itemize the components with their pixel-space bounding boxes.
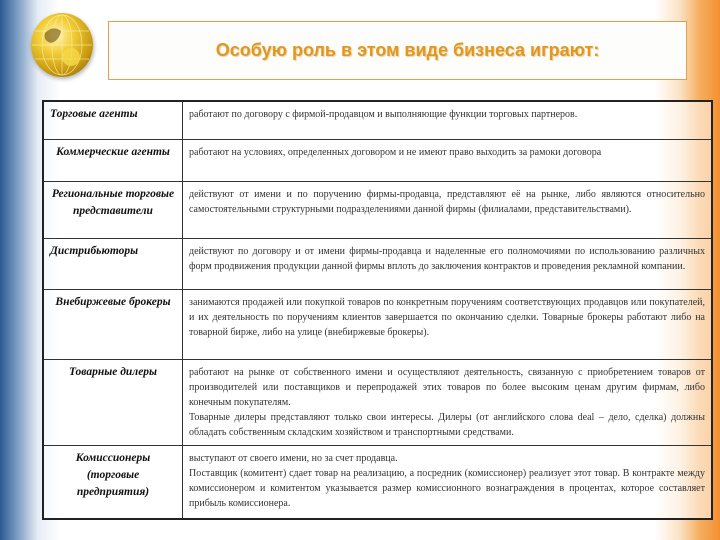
term-cell: Комиссионеры (торговые предприятия): [43, 445, 183, 519]
term-cell: Торговые агенты: [43, 101, 183, 139]
term-cell: Внебиржевые брокеры: [43, 289, 183, 359]
table-row: [43, 359, 712, 445]
term-cell: Региональные торговые представители: [43, 181, 183, 238]
table-row: [43, 101, 712, 139]
globe-logo-icon: [31, 13, 93, 77]
term-cell: Товарные дилеры: [43, 359, 183, 445]
term-cell: Дистрибьюторы: [43, 238, 183, 289]
description-text: работают на условиях, определенных договором и не имеют право выходить за рамоки договора: [189, 146, 602, 158]
table-row: [43, 289, 712, 359]
description-cell: [183, 445, 713, 519]
table-row: [43, 139, 712, 181]
description-text: действуют от имени и по поручению фирмы-продавца, представляют её на рынке, либо являются относительно самостоятельными структурными подразделениями данной фирмы (филиалами, представительствами).: [189, 188, 705, 215]
description-text: Товарные дилеры представляют только свои интересы. Дилеры (от английского слова deal – дело, сделка) должны обладать собственным складским хозяйством и транспортными средствами.: [189, 411, 705, 438]
slide-title: Особую роль в этом виде бизнеса играют:: [215, 40, 600, 60]
description-cell: [183, 238, 713, 289]
description-text: занимаются продажей или покупкой товаров по конкретным поручениям соответствующих продавцов или покупателей, и их деятельность по поручениям клиентов завершается по окончанию сделки. Товарные брокеры работают либо на товарной бирже, либо на улице (внебиржевые брокеры).: [189, 296, 705, 338]
description-text: работают на рынке от собственного имени и осуществляют деятельность, связанную с приобретением товаров от производителей или поставщиков и перепродажей этих товаров по более высоким ценам другим фирмам, либо конечным покупателям.: [189, 366, 705, 408]
description-cell: [183, 359, 713, 445]
description-text: работают по договору с фирмой-продавцом и выполняющие функции торговых партнеров.: [189, 109, 578, 120]
description-text: выступают от своего имени, но за счет продавца.: [189, 452, 398, 464]
description-text: Поставщик (комитент) сдает товар на реализацию, а посредник (комиссионер) реализует этот товар. В контракте между комиссионером и комитентом указывается размер комиссионного вознаграждения в процентах, которое составляет прибыль комиссионера.: [189, 467, 705, 509]
description-cell: [183, 181, 713, 238]
table-row: [43, 181, 712, 238]
table-row: [43, 445, 712, 519]
description-cell: [183, 289, 713, 359]
title-box: [108, 21, 687, 80]
table-row: [43, 238, 712, 289]
description-cell: [183, 101, 713, 139]
term-cell: Коммерческие агенты: [43, 139, 183, 181]
description-text: действуют по договору и от имени фирмы-продавца и наделенные его полномочиями по использованию различных форм продвижения продукции данной фирмы вплоть до заключения контрактов и проведения рекламной компании.: [189, 245, 705, 272]
description-cell: [183, 139, 713, 181]
intermediaries-table: [42, 100, 713, 520]
